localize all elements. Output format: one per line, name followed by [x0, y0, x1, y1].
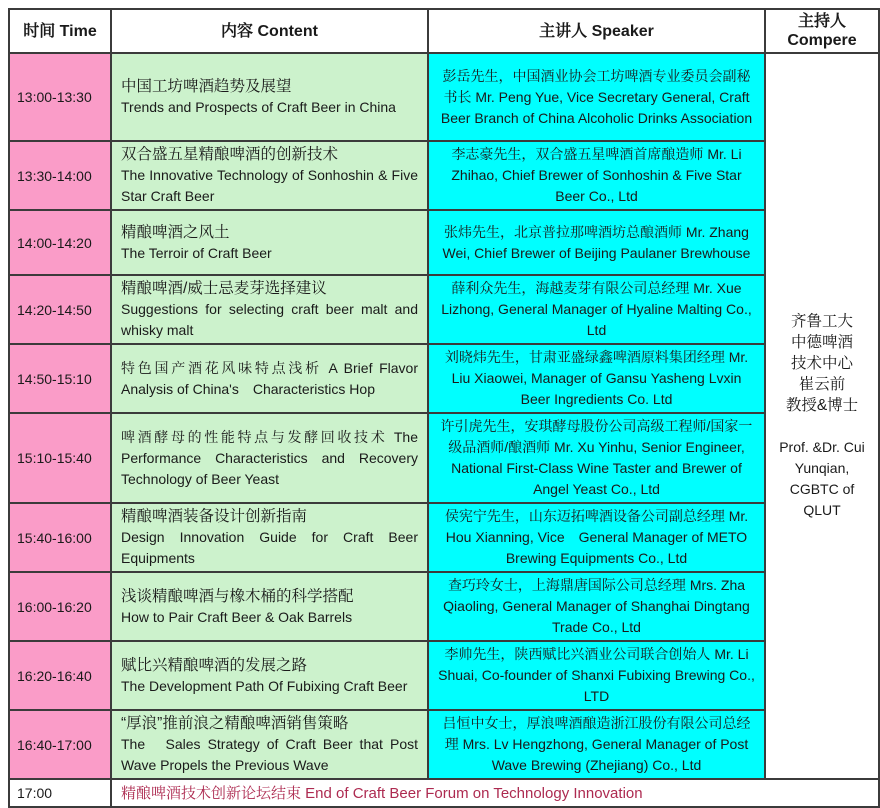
session-row [9, 503, 879, 572]
session-row [9, 572, 879, 641]
content-text: 精酿啤酒之风土 [121, 223, 230, 241]
time-cell: 13:00-13:30 [9, 53, 111, 141]
speaker-cell: 吕恒中女士，厚浪啤酒酿造浙江股份有限公司总经理 Mrs. Lv Hengzhong, General Manager of Post Wave Brewing (Zhejiang) Co., Ltd [428, 710, 765, 779]
compere-zh-line: 中德啤酒 [790, 334, 853, 351]
header-compere [765, 9, 879, 53]
time-cell: 14:50-15:10 [9, 344, 111, 413]
session-row [9, 210, 879, 275]
header-time: 时间 Time [9, 9, 111, 53]
compere-en-line: CGBTC of [789, 481, 855, 497]
content-cell [111, 344, 428, 413]
content-cell [111, 53, 428, 141]
time-cell: 15:10-15:40 [9, 413, 111, 503]
compere-en-line: QLUT [803, 502, 841, 518]
content-text: Suggestions for selecting craft beer malt and whisky malt [121, 301, 418, 338]
session-row [9, 344, 879, 413]
speaker-cell: 李帅先生，陕西赋比兴酒业公司联合创始人 Mr. Li Shuai, Co-founder of Shanxi Fubixing Brewing Co., LTD [428, 641, 765, 710]
speaker-cell: 侯宪宁先生，山东迈拓啤酒设备公司副总经理 Mr. Hou Xianning, Vice General Manager of METO Brewing Equipments Co., Ltd [428, 503, 765, 572]
content-cell [111, 710, 428, 779]
content-cell [111, 275, 428, 344]
session-row [9, 141, 879, 210]
content-text: 精酿啤酒/威士忌麦芽选择建议 [121, 280, 327, 297]
content-text: The Terroir of Craft Beer [121, 244, 272, 261]
content-cell [111, 641, 428, 710]
time-cell: 14:20-14:50 [9, 275, 111, 344]
content-text: 啤酒酵母的性能特点与发酵回收技术 The Performance Characteristics and Recovery Technology of Beer Yeast [121, 428, 418, 487]
forum-schedule-table [8, 8, 880, 808]
time-cell: 16:40-17:00 [9, 710, 111, 779]
header-content: 内容 Content [111, 9, 428, 53]
compere-zh-line: 技术中心 [790, 355, 853, 372]
speaker-cell: 查巧玲女士，上海鼎唐国际公司总经理 Mrs. Zha Qiaoling, General Manager of Shanghai Dingtang Trade Co., Ltd [428, 572, 765, 641]
session-row [9, 53, 879, 141]
content-cell [111, 413, 428, 503]
session-row [9, 413, 879, 503]
content-text: Design Innovation Guide for Craft Beer Equipments [121, 529, 418, 566]
header-compere-en: Compere [787, 32, 857, 49]
content-text: 浅谈精酿啤酒与橡木桶的科学搭配 [121, 587, 354, 605]
compere-zh-line: 崔云前 [798, 376, 846, 393]
closing-row [9, 779, 879, 807]
header-row [9, 9, 879, 53]
compere-zh-line: 教授&博士 [785, 397, 859, 414]
compere-en-line: Yunqian, [794, 460, 850, 476]
compere-en-line: Prof. &Dr. Cui [779, 439, 865, 455]
closing-text-cell: 精酿啤酒技术创新论坛结束 End of Craft Beer Forum on Technology Innovation [111, 779, 879, 807]
content-cell [111, 503, 428, 572]
time-cell: 16:20-16:40 [9, 641, 111, 710]
time-cell: 15:40-16:00 [9, 503, 111, 572]
speaker-cell: 刘晓炜先生，甘肃亚盛绿鑫啤酒原料集团经理 Mr. Liu Xiaowei, Manager of Gansu Yasheng Lvxin Beer Ingredients Co. Ltd [428, 344, 765, 413]
session-row [9, 710, 879, 779]
session-row [9, 275, 879, 344]
time-cell: 13:30-14:00 [9, 141, 111, 210]
closing-time-cell: 17:00 [9, 779, 111, 807]
content-text: 特色国产酒花风味特点浅析 A Brief Flavor Analysis of China's Characteristics Hop [121, 359, 418, 397]
session-row [9, 641, 879, 710]
content-text: 赋比兴精酿啤酒的发展之路 [121, 656, 308, 674]
content-text: 双合盛五星精酿啤酒的创新技术 [121, 146, 339, 163]
content-text: “厚浪”推前浪之精酿啤酒销售策略 [121, 715, 349, 732]
header-speaker: 主讲人 Speaker [428, 9, 765, 53]
compere-cell [765, 53, 879, 779]
content-cell [111, 572, 428, 641]
content-text: 精酿啤酒装备设计创新指南 [121, 508, 308, 525]
header-compere-zh: 主持人 [797, 13, 846, 30]
content-text: The Development Path Of Fubixing Craft Beer [121, 677, 408, 694]
time-cell: 14:00-14:20 [9, 210, 111, 275]
content-text: The Innovative Technology of Sonhoshin & Five Star Craft Beer [121, 167, 418, 204]
content-text: The Sales Strategy of Craft Beer that Post Wave Propels the Previous Wave [121, 736, 418, 773]
content-text: 中国工坊啤酒趋势及展望 [121, 78, 292, 95]
content-cell [111, 210, 428, 275]
speaker-cell: 薛利众先生，海越麦芽有限公司总经理 Mr. Xue Lizhong, General Manager of Hyaline Malting Co., Ltd [428, 275, 765, 344]
speaker-cell: 许引虎先生，安琪酵母股份公司高级工程师/国家一级品酒师/酿酒师 Mr. Xu Yinhu, Senior Engineer, National First-Class Wine Taster and Brewer of Angel Yeast Co., Ltd [428, 413, 765, 503]
content-text: Trends and Prospects of Craft Beer in China [121, 99, 396, 115]
speaker-cell: 张炜先生，北京普拉那啤酒坊总酿酒师 Mr. Zhang Wei, Chief Brewer of Beijing Paulaner Brewhouse [428, 210, 765, 275]
content-cell [111, 141, 428, 210]
compere-spacer [771, 416, 873, 437]
content-text: How to Pair Craft Beer & Oak Barrels [121, 608, 353, 625]
time-cell: 16:00-16:20 [9, 572, 111, 641]
compere-zh-line: 齐鲁工大 [790, 313, 853, 330]
speaker-cell: 彭岳先生，中国酒业协会工坊啤酒专业委员会副秘书长 Mr. Peng Yue, Vice Secretary General, Craft Beer Branch of China Alcoholic Drinks Association [428, 53, 765, 141]
speaker-cell: 李志豪先生，双合盛五星啤酒首席酿造师 Mr. Li Zhihao, Chief Brewer of Sonhoshin & Five Star Beer Co., Ltd [428, 141, 765, 210]
